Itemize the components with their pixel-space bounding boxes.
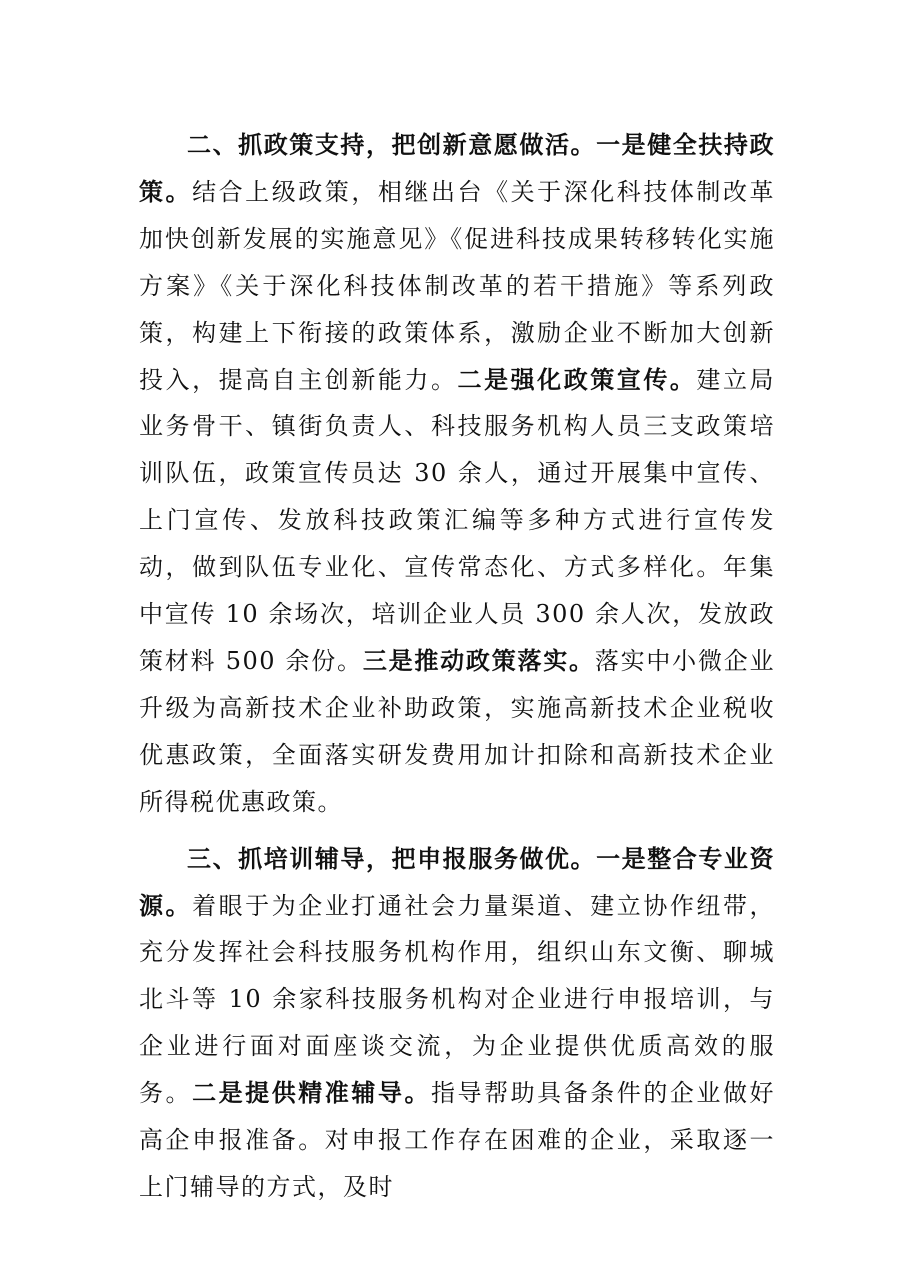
subheading-precise-guidance: 二是提供精准辅导。: [192, 1078, 431, 1108]
heading-policy-support: 二、抓政策支持，把创新意愿做活。一是健全扶持政策。: [139, 130, 775, 206]
heading-training-guidance: 三、抓培训辅导，把申报服务做优。一是整合专业资源。: [139, 843, 775, 920]
subheading-policy-implementation: 三是推动政策落实。: [362, 645, 595, 675]
subheading-policy-publicity: 二是强化政策宣传。: [457, 364, 697, 394]
paragraph-text: 建立局业务骨干、镇街负责人、科技服务机构人员三支政策培训队伍，政策宣传员达 30 余人，通过开展集中宣传、上门宣传、发放科技政策汇编等多种方式进行宣传发动，做到队伍专业化、宣传常态化、方式多样化。年集中宣传 10 余场次，培训企业人员 300 余人次，发放政策材料 500 余份。: [139, 365, 776, 675]
paragraph-text: 结合上级政策，相继出台《关于深化科技体制改革加快创新发展的实施意见》《促进科技成果转移转化实施方案》《关于深化科技体制改革的若干措施》等系列政策，构建上下衔接的政策体系，激励企业不断加大创新投入，提高自主创新能力。: [139, 177, 776, 394]
paragraph-text: 指导帮助具备条件的企业做好高企申报准备。对申报工作存在困难的企业，采取逐一上门辅导的方式，及时: [139, 1079, 776, 1201]
paragraph-text: 落实中小微企业升级为高新技术企业补助政策，实施高新技术企业税收优惠政策，全面落实研发费用加计扣除和高新技术企业所得税优惠政策。: [139, 646, 776, 816]
paragraph-training-guidance: [139, 836, 775, 1211]
paragraph-text: 着眼于为企业打通社会力量渠道、建立协作纽带，充分发挥社会科技服务机构作用，组织山东文衡、聊城北斗等 10 余家科技服务机构对企业进行申报培训，与企业进行面对面座谈交流，为企业提供优质高效的服务。: [139, 891, 776, 1108]
paragraph-policy-support: [139, 122, 775, 826]
document-body: [139, 122, 775, 1211]
